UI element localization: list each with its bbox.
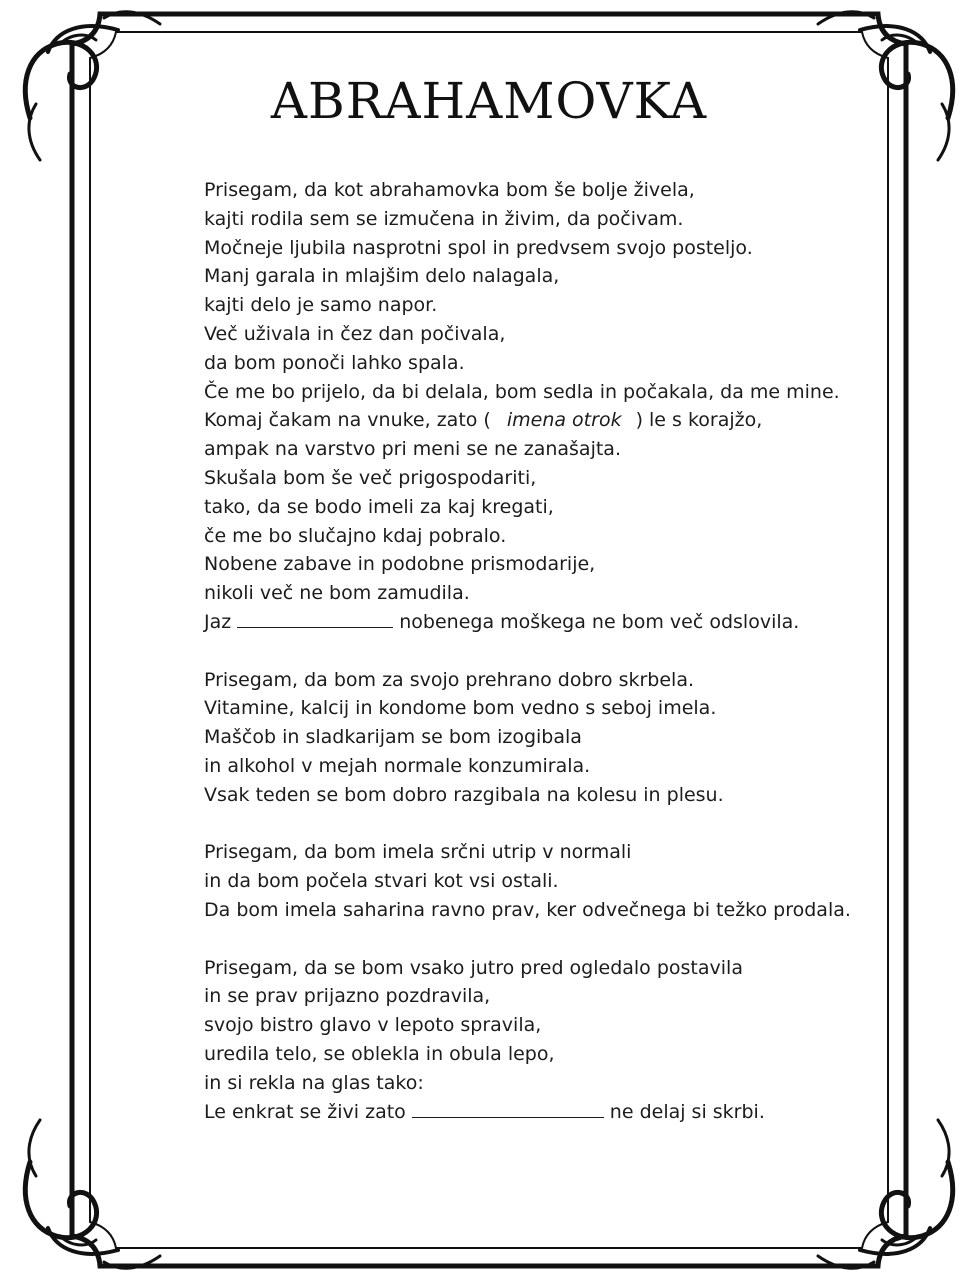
poem-line: da bom ponoči lahko spala. — [204, 351, 465, 374]
poem-line: Prisegam, da kot abrahamovka bom še bolje živela, — [204, 179, 695, 201]
name-blank[interactable] — [237, 608, 393, 628]
poem-line: in se prav prijazno pozdravila, — [204, 985, 491, 1008]
poem-line: in alkohol v mejah normale konzumirala. — [204, 754, 591, 777]
line-text: Komaj čakam na vnuke, zato ( — [204, 409, 491, 432]
poem-line: če me bo slučajno kdaj pobralo. — [204, 524, 507, 547]
poem-body — [204, 176, 884, 1126]
poem-line: tako, da se bodo imeli za kaj kregati, — [204, 495, 554, 518]
poem-line: Če me bo prijelo, da bi delala, bom sedla in počakala, da me mine. — [204, 380, 840, 403]
poem-line: Močneje ljubila nasprotni spol in predvsem svojo posteljo. — [204, 236, 753, 259]
stanza-4 — [204, 954, 884, 1127]
poem-line: Manj garala in mlajšim delo nalagala, — [204, 265, 560, 288]
poem-line: ampak na varstvo pri meni se ne zanašajta. — [204, 438, 621, 461]
fill-in-hint: imena otrok — [506, 409, 622, 432]
page-title: ABRAHAMOVKA — [270, 72, 708, 130]
poem-line: Vitamine, kalcij in kondome bom vedno s seboj imela. — [204, 697, 717, 720]
poem-line: Maščob in sladkarijam se bom izogibala — [204, 726, 582, 749]
poem-line: in da bom počela stvari kot vsi ostali. — [204, 870, 559, 893]
poem-line: Skušala bom še več prigospodariti, — [204, 466, 537, 489]
poem-line: nikoli več ne bom zamudila. — [204, 582, 470, 605]
poem-line — [204, 406, 884, 435]
line-text: ) le s korajžo, — [635, 409, 763, 432]
poem-line: Vsak teden se bom dobro razgibala na kolesu in plesu. — [204, 783, 724, 806]
fill-in-blank[interactable] — [412, 1098, 604, 1118]
line-text: nobenega moškega ne bom več odslovila. — [399, 610, 800, 633]
poem-line: in si rekla na glas tako: — [204, 1071, 424, 1094]
line-text: ne delaj si skrbi. — [609, 1100, 765, 1123]
poem-line — [204, 608, 884, 637]
poem-line: kajti rodila sem se izmučena in živim, da počivam. — [204, 207, 684, 230]
line-text: Jaz — [204, 610, 232, 633]
line-text: Le enkrat se živi zato — [204, 1100, 406, 1123]
poem-line: Več uživala in čez dan počivala, — [204, 322, 506, 345]
stanza-3 — [204, 838, 884, 924]
stanza-2 — [204, 666, 884, 810]
poem-line: uredila telo, se oblekla in obula lepo, — [204, 1042, 555, 1065]
poem-line: svojo bistro glavo v lepoto spravila, — [204, 1014, 542, 1037]
poem-line: Nobene zabave in podobne prismodarije, — [204, 553, 596, 576]
stanza-1 — [204, 176, 884, 637]
poem-line: kajti delo je samo napor. — [204, 294, 438, 317]
poem-line: Prisegam, da bom imela srčni utrip v normali — [204, 841, 632, 864]
poem-line — [204, 1098, 884, 1127]
poem-line: Da bom imela saharina ravno prav, ker odvečnega bi težko prodala. — [204, 898, 851, 921]
poem-line: Prisegam, da se bom vsako jutro pred ogledalo postavila — [204, 956, 743, 979]
poem-line: Prisegam, da bom za svojo prehrano dobro skrbela. — [204, 668, 695, 691]
